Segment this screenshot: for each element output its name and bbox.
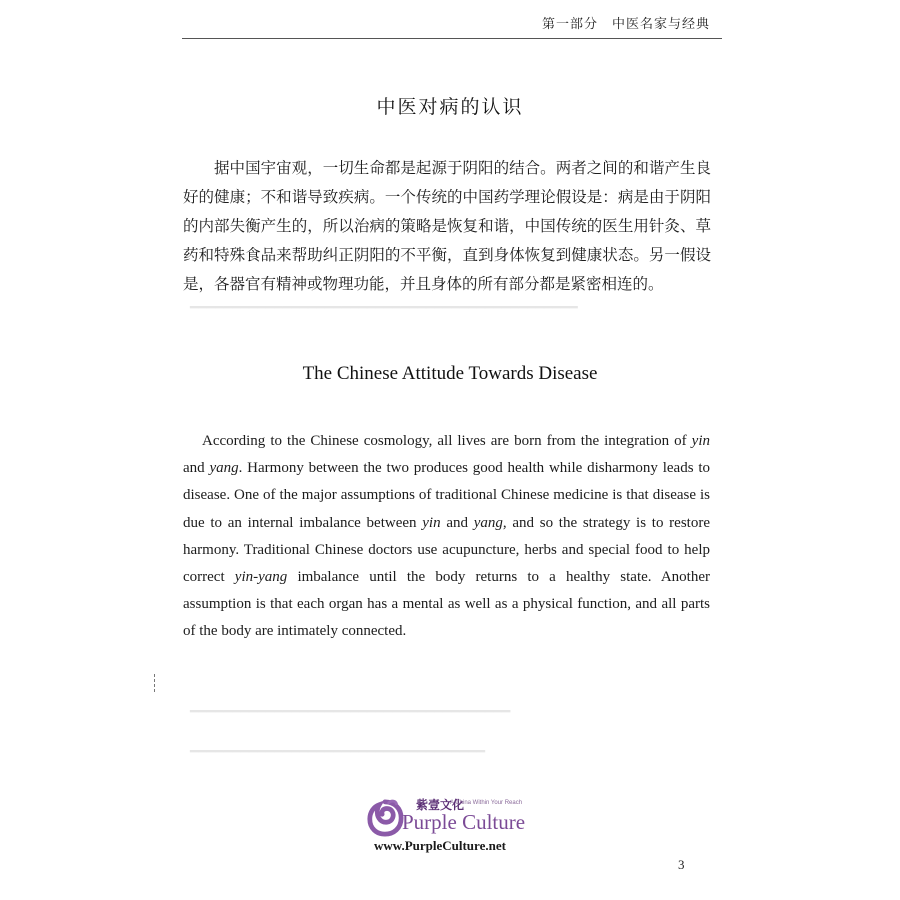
page-number: 3 <box>678 857 685 872</box>
logo-tagline: A China Within Your Reach <box>450 800 523 806</box>
text-run: and <box>440 514 474 531</box>
italic-term: yin-yang <box>234 569 288 586</box>
purple-culture-logo-icon <box>366 798 404 838</box>
show-through: ━━━━━━━━━━━━━━━━━━━━━━━━━━━━━━━━━━━ <box>190 745 486 760</box>
text-run: According to the Chinese cosmology, all lives are born from the integration of <box>202 433 692 449</box>
english-title: The Chinese Attitude Towards Disease <box>302 363 598 384</box>
italic-term: yang <box>209 460 239 477</box>
text-run: , and so the strategy is to restore harmony. Traditional Chinese doctors use acupuncture, herbs and special food to help correct <box>183 514 710 586</box>
chinese-paragraph: 据中国宇宙观，一切生命都是起源于阴阳的结合。两者之间的和谐产生良好的健康；不和谐导致疾病。一个传统的中国药学理论假设是：病是由于阴阳的内部失衡产生的，所以治病的策略是恢复和谐，中国传统的医生用针灸、草药和特殊食品来帮助纠正阴阳的不平衡，直到身体恢复到健康状态。另一假设是，各器官有精神或物理功能，并且身体的所有部分都是紧密相连的。 <box>183 159 711 293</box>
logo-chinese-name: 紫壹文化 <box>416 798 465 812</box>
margin-mark <box>154 674 156 692</box>
text-run: . Harmony between the two produces good health while disharmony leads to disease. One of the major assumptions of traditional Chinese medicine is that disease is due to an internal imbalance between <box>183 460 710 531</box>
logo-url[interactable]: www.PurpleCulture.net <box>374 838 506 853</box>
italic-term: yang <box>473 514 503 531</box>
italic-term: yin <box>691 433 710 449</box>
running-head: 第一部分 中医名家与经典 <box>541 17 710 32</box>
text-run: imbalance until the body returns to a healthy state. Another assumption is that each organ has a mental as well as a physical function, and all parts of the body are intimately connected. <box>183 569 710 640</box>
logo-name: Purple Culture <box>402 810 526 834</box>
header-rule <box>182 38 722 39</box>
show-through: ━━━━━━━━━━━━━━━━━━━━━━━━━━━━━━━━━━━━━━ <box>190 705 511 720</box>
italic-term: yin <box>422 514 441 531</box>
watermark-logo[interactable] <box>358 792 558 862</box>
text-run: and <box>183 460 210 477</box>
english-paragraph <box>183 428 710 646</box>
chinese-title: 中医对病的认识 <box>376 96 524 118</box>
show-through: ━━━━━━━━━━━━━━━━━━━━━━━━━━━━━━━━━━━━━━━━━━━━━━ <box>190 301 578 316</box>
